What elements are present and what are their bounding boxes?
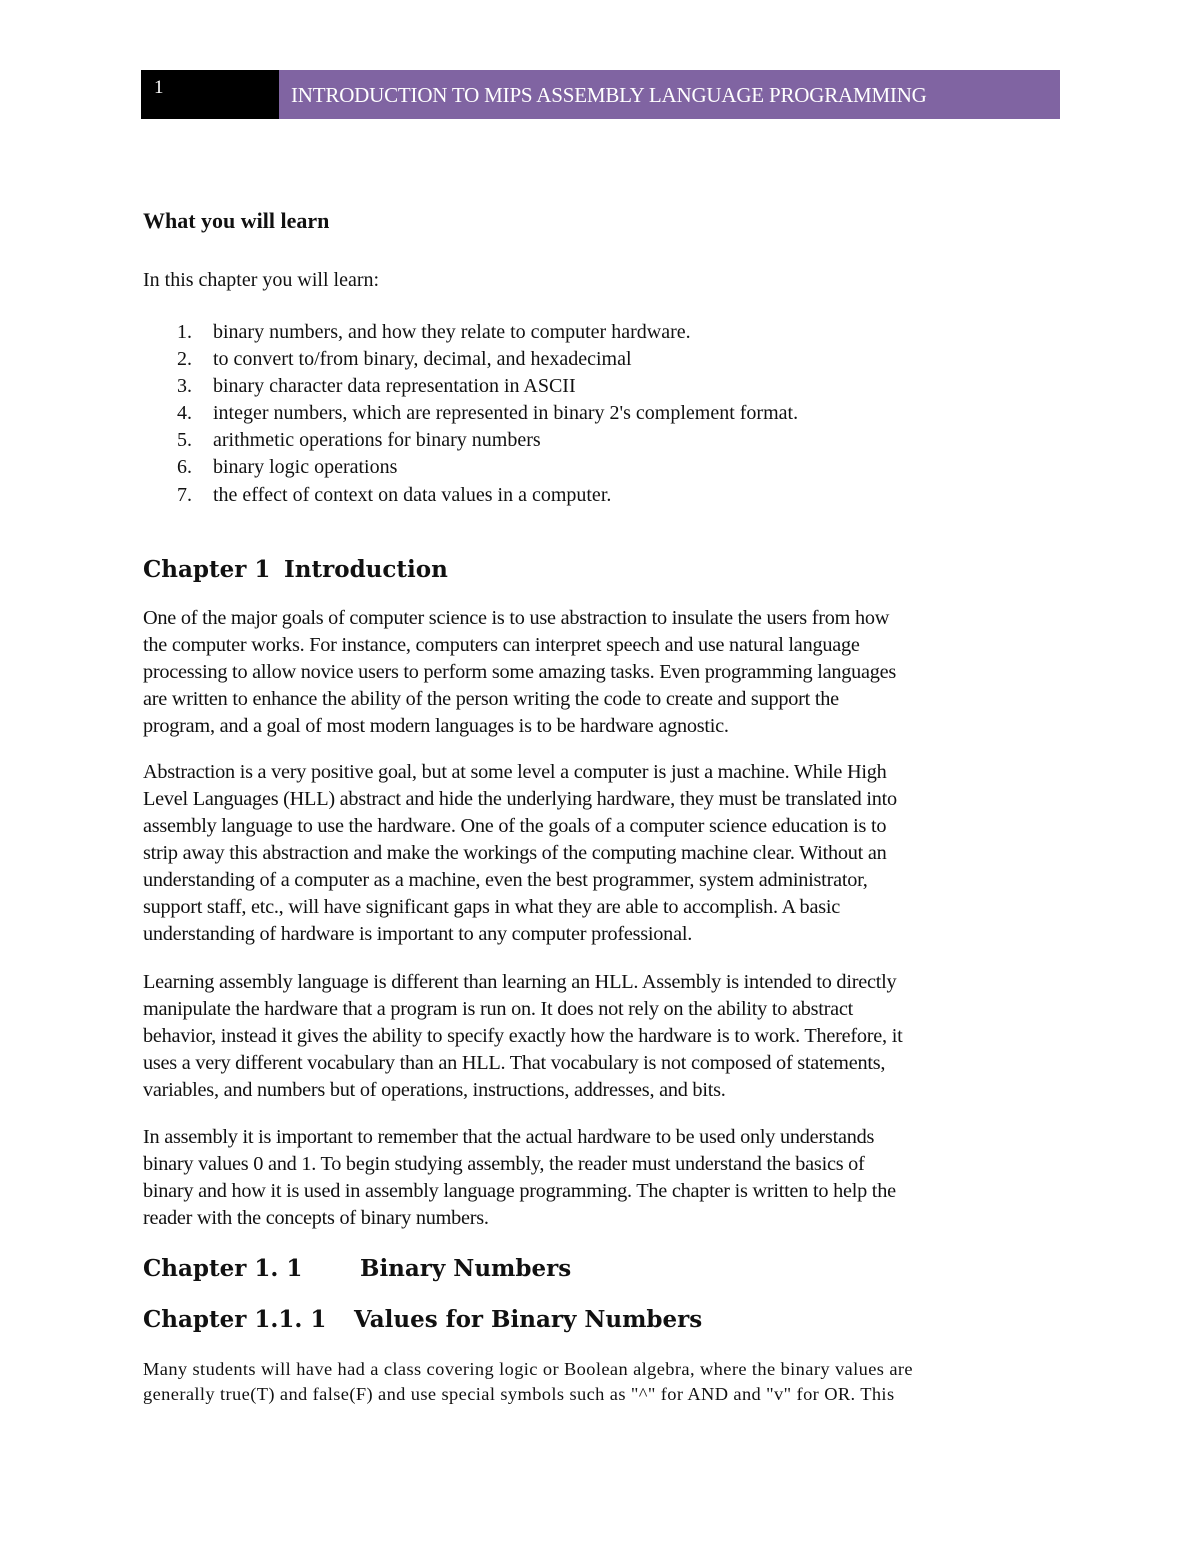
learn-intro: In this chapter you will learn:: [143, 269, 380, 291]
list-number: 4.: [177, 402, 192, 425]
list-number: 5.: [177, 429, 192, 452]
list-text: the effect of context on data values in a computer.: [213, 483, 612, 506]
list-text: to convert to/from binary, decimal, and hexadecimal: [213, 348, 632, 371]
list-item: [143, 427, 1063, 454]
list-item: [143, 454, 1063, 481]
paragraph-1: One of the major goals of computer science is to use abstraction to insulate the users from how the computer works. For instance, computers can interpret speech and use natural language processing to allow novice users to perform some amazing tasks. Even programming languages are written to enhance the ability of the person writing the code to create and support the program, and a goal of most modern languages is to be hardware agnostic.: [143, 606, 897, 737]
chapter-1-1-1-heading: [143, 1305, 1063, 1335]
list-item: [143, 482, 1063, 509]
list-number: 2.: [177, 348, 192, 371]
list-number: 7.: [177, 483, 192, 506]
paragraph-3: Learning assembly language is different than learning an HLL. Assembly is intended to directly manipulate the hardware that a program is run on. It does not rely on the ability to abstract behavior, instead it gives the ability to specify exactly how the hardware is to work. Therefore, it uses a very different vocabulary than an HLL. That vocabulary is not composed of statements, variables, and numbers but of operations, instructions, addresses, and bits.: [143, 970, 903, 1101]
page-number: 1: [141, 70, 279, 119]
chapter-number: Chapter 1. 1: [143, 1254, 303, 1282]
list-number: 1.: [177, 321, 192, 343]
chapter-1-heading: [143, 555, 1063, 585]
paragraph-5: Many students will have had a class covering logic or Boolean algebra, where the binary values are generally true(T) and false(F) and use special symbols such as "^" for AND and "v" for OR. This: [143, 1358, 913, 1404]
paragraph-2: Abstraction is a very positive goal, but at some level a computer is just a machine. While High Level Languages (HLL) abstract and hide the underlying hardware, they must be translated into assembly language to use the hardware. One of the goals of a computer science education is to strip away this abstraction and make the workings of the computing machine clear. Without an understanding of a computer as a machine, even the best programmer, system administrator, support staff, etc., will have significant gaps in what they are able to accomplish. A basic understanding of hardware is important to any computer professional.: [143, 760, 897, 945]
learn-heading: What you will learn: [143, 208, 330, 233]
chapter-title: Binary Numbers: [360, 1254, 572, 1282]
list-item: [143, 319, 1063, 346]
chapter-title: Values for Binary Numbers: [354, 1305, 703, 1333]
list-number: 6.: [177, 456, 192, 479]
chapter-title: Introduction: [284, 555, 448, 583]
chapter-1-1-heading: [143, 1254, 1063, 1284]
list-item: [143, 373, 1063, 400]
list-text: binary logic operations: [213, 456, 398, 479]
list-item: [143, 400, 1063, 427]
chapter-number: Chapter 1.1. 1: [143, 1305, 327, 1333]
list-text: integer numbers, which are represented in binary 2's complement format.: [213, 402, 799, 425]
page-content: [143, 206, 1063, 1407]
paragraph-4: In assembly it is important to remember that the actual hardware to be used only understands binary values 0 and 1. To begin studying assembly, the reader must understand the basics of binary and how it is used in assembly language programming. The chapter is written to help the reader with the concepts of binary numbers.: [143, 1125, 896, 1229]
list-number: 3.: [177, 375, 192, 398]
list-text: binary numbers, and how they relate to computer hardware.: [213, 321, 691, 343]
running-title: INTRODUCTION TO MIPS ASSEMBLY LANGUAGE PROGRAMMING: [279, 70, 1060, 119]
learn-list: [143, 319, 1063, 509]
list-item: [143, 346, 1063, 373]
page-header: [141, 70, 1060, 119]
chapter-number: Chapter 1: [143, 555, 271, 583]
list-text: arithmetic operations for binary numbers: [213, 429, 541, 452]
list-text: binary character data representation in ASCII: [213, 375, 576, 398]
